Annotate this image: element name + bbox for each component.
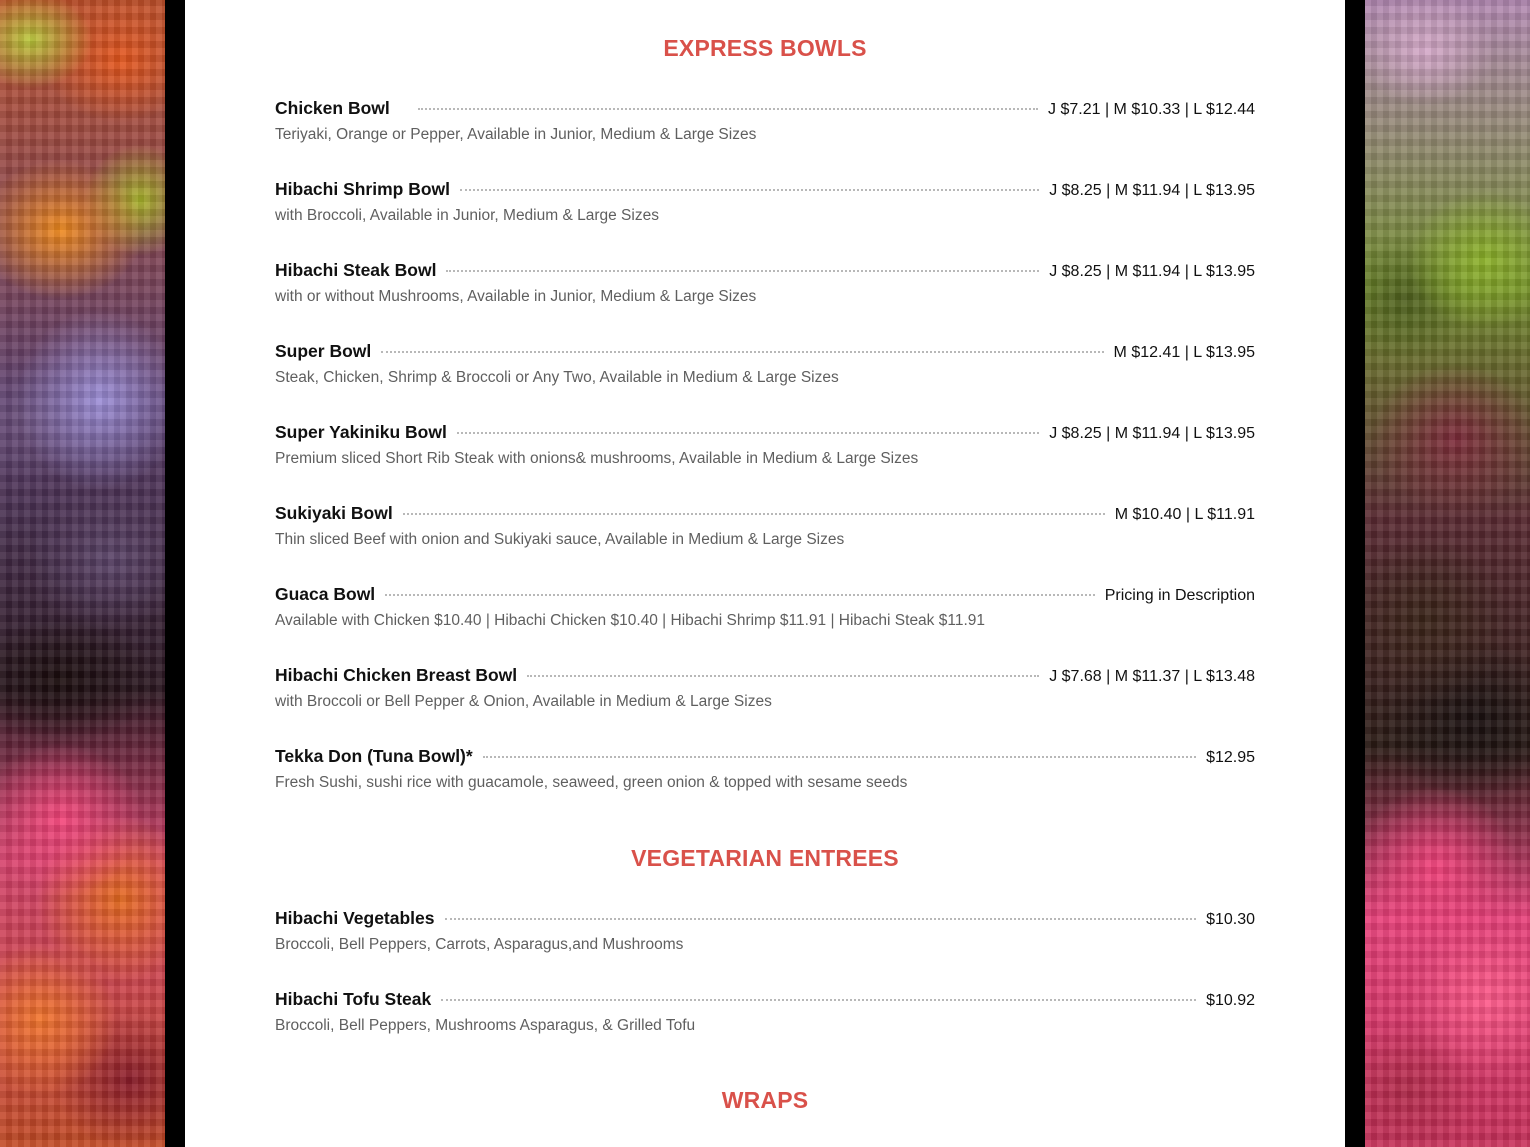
item-price: $10.92 [1206,992,1255,1009]
item-price: M $12.41 | L $13.95 [1113,344,1255,361]
dot-leader [381,351,1103,353]
item-description: Broccoli, Bell Peppers, Carrots, Asparagus,and Mushrooms [275,936,684,953]
dot-leader [403,513,1105,515]
item-price: J $8.25 | M $11.94 | L $13.95 [1049,425,1255,442]
vegetarian-entrees-list [275,907,1255,1069]
dot-leader [445,918,1197,920]
item-price: J $8.25 | M $11.94 | L $13.95 [1049,182,1255,199]
menu-item [275,178,1255,259]
dot-leader [418,108,1038,110]
item-description: with or without Mushrooms, Available in Junior, Medium & Large Sizes [275,288,757,305]
menu-item [275,988,1255,1069]
item-name: Super Bowl [275,341,372,361]
menu-panel [185,0,1345,1147]
menu-item [275,583,1255,664]
item-description: Thin sliced Beef with onion and Sukiyaki sauce, Available in Medium & Large Sizes [275,531,845,548]
item-price: $10.30 [1206,911,1255,928]
item-name: Hibachi Steak Bowl [275,260,437,280]
dot-leader [385,594,1095,596]
item-price: Pricing in Description [1104,587,1255,604]
menu-item [275,259,1255,340]
section-vegetarian-entrees [275,843,1255,873]
item-name: Hibachi Vegetables [275,908,435,928]
item-price: J $7.21 | M $10.33 | L $12.44 [1048,101,1255,118]
item-description: with Broccoli or Bell Pepper & Onion, Available in Medium & Large Sizes [275,693,772,710]
item-name: Tekka Don (Tuna Bowl)* [275,746,473,766]
menu-item [275,97,1255,178]
dot-leader [446,270,1039,272]
item-price: J $7.68 | M $11.37 | L $13.48 [1049,668,1255,685]
item-description: Fresh Sushi, sushi rice with guacamole, seaweed, green onion & topped with sesame seeds [275,774,908,791]
section-express-bowls [275,33,1255,63]
item-name: Super Yakiniku Bowl [275,422,447,442]
section-wraps [275,1085,1255,1115]
background-photo-left [0,0,165,1147]
item-description: Broccoli, Bell Peppers, Mushrooms Asparagus, & Grilled Tofu [275,1017,696,1034]
section-title: WRAPS [721,1087,809,1113]
item-name: Hibachi Shrimp Bowl [275,179,451,199]
item-price: M $10.40 | L $11.91 [1114,506,1255,523]
menu-item [275,421,1255,502]
section-title: EXPRESS BOWLS [663,35,867,61]
dot-leader [527,675,1039,677]
item-name: Chicken Bowl [275,98,390,118]
item-description: with Broccoli, Available in Junior, Medium & Large Sizes [275,207,659,224]
item-description: Teriyaki, Orange or Pepper, Available in Junior, Medium & Large Sizes [275,126,757,143]
item-description: Steak, Chicken, Shrimp & Broccoli or Any Two, Available in Medium & Large Sizes [275,369,839,386]
menu-item [275,664,1255,745]
item-name: Hibachi Tofu Steak [275,989,432,1009]
menu-item [275,745,1255,826]
item-description: Premium sliced Short Rib Steak with onions& mushrooms, Available in Medium & Large Sizes [275,450,919,467]
item-price: J $8.25 | M $11.94 | L $13.95 [1049,263,1255,280]
menu-item [275,907,1255,988]
dot-leader [441,999,1196,1001]
menu-item [275,502,1255,583]
dot-leader [483,756,1196,758]
item-description: Available with Chicken $10.40 | Hibachi Chicken $10.40 | Hibachi Shrimp $11.91 | Hibachi Steak $11.91 [275,612,985,629]
item-name: Guaca Bowl [275,584,376,604]
item-price: $12.95 [1206,749,1255,766]
section-title: VEGETARIAN ENTREES [631,845,899,871]
item-name: Sukiyaki Bowl [275,503,393,523]
dot-leader [457,432,1039,434]
express-bowls-list [275,97,1255,826]
item-name: Hibachi Chicken Breast Bowl [275,665,518,685]
menu-item [275,340,1255,421]
background-photo-right [1365,0,1530,1147]
dot-leader [460,189,1039,191]
